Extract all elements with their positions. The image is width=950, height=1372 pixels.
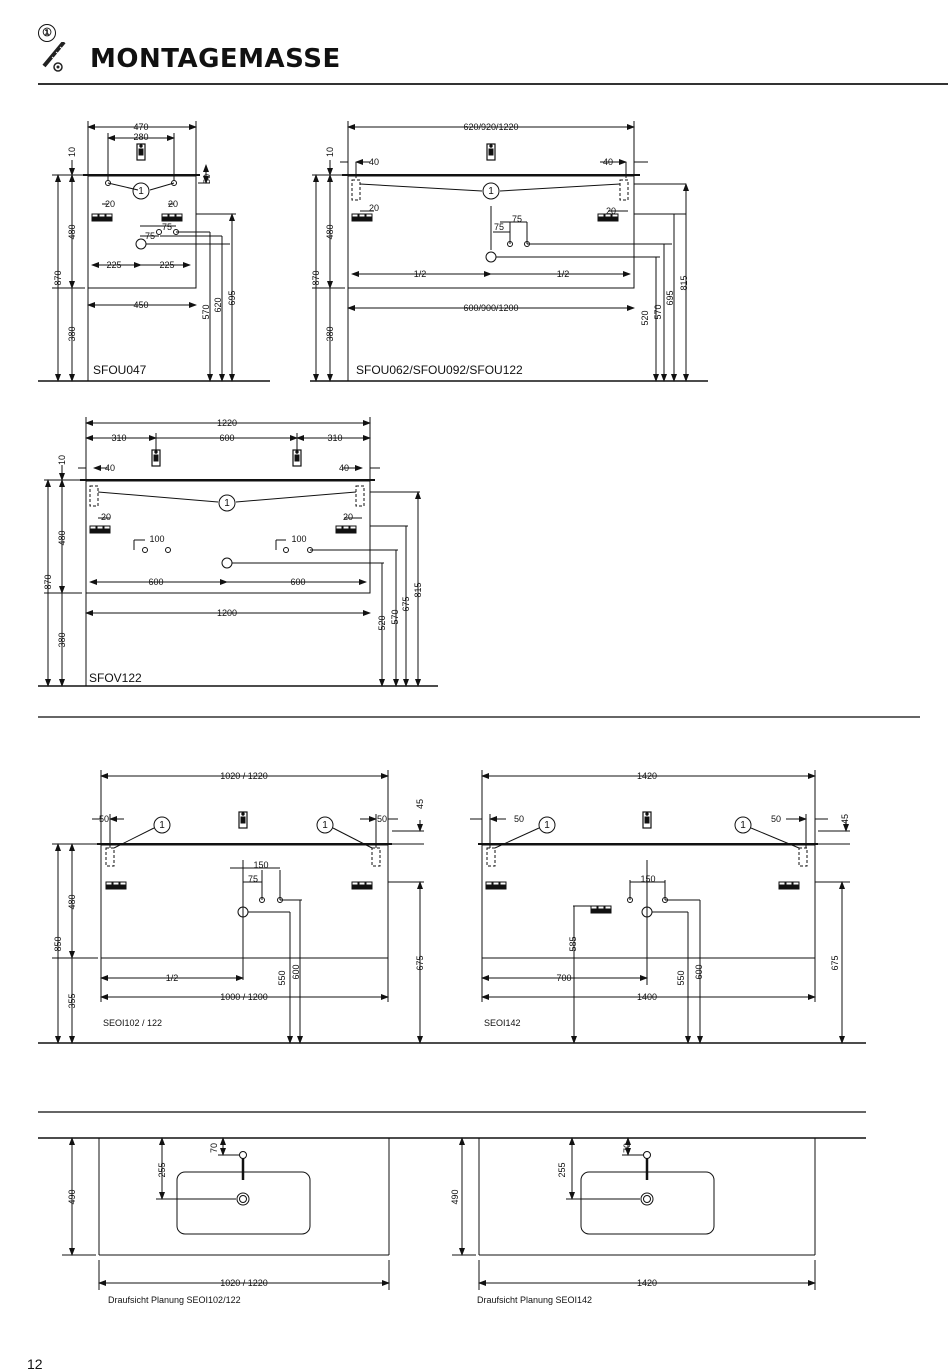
dim-text: 1000 / 1200 [220, 992, 268, 1002]
dim-text: 40 [104, 463, 116, 473]
dim-text: 40 [368, 157, 380, 167]
dim-text: 480 [57, 530, 67, 546]
callout-number: 1 [544, 820, 550, 831]
dim-text: 550 [676, 970, 686, 986]
dim-text: 675 [401, 596, 411, 612]
dim-text: 20 [100, 512, 112, 522]
dim-text: 815 [679, 275, 689, 291]
dim-text: 520 [640, 310, 650, 326]
dim-text: 310 [327, 433, 343, 443]
callout-number: 1 [488, 186, 494, 197]
dim-text: 50 [98, 814, 110, 824]
dim-text: 70 [622, 1142, 632, 1154]
dim-text: 870 [43, 574, 53, 590]
dim-text: 150 [640, 874, 656, 884]
dim-text: 1420 [636, 1278, 658, 1288]
dim-text: 280 [133, 132, 149, 142]
dim-text: 40 [602, 157, 614, 167]
dim-text: 20 [605, 206, 617, 216]
drawing-seoi142 [470, 770, 850, 1043]
dim-text: 10 [67, 146, 77, 158]
dim-text: 600 [291, 964, 301, 980]
model-label-seoi102: SEOI102 / 122 [103, 1018, 163, 1028]
dim-text: 20 [368, 203, 380, 213]
dim-text: 310 [111, 433, 127, 443]
drawing-sfov122 [38, 417, 438, 686]
dim-text: 480 [67, 224, 77, 240]
dim-text: 1/2 [413, 269, 427, 279]
callout-number: 1 [138, 186, 144, 197]
dim-text: 1420 [636, 771, 658, 781]
dim-text: 1400 [636, 992, 658, 1002]
dim-text: 1/2 [165, 973, 179, 983]
dim-text: 695 [665, 290, 675, 306]
dim-text: 480 [325, 224, 335, 240]
dim-text: 870 [53, 270, 63, 286]
dim-text: 10 [325, 146, 335, 158]
dim-text: 45 [415, 798, 425, 810]
callout-number: 1 [322, 820, 328, 831]
dim-text: 40 [338, 463, 350, 473]
dim-text: 45 [840, 813, 850, 825]
page-number: 12 [27, 1356, 43, 1372]
dim-text: 225 [106, 260, 122, 270]
dim-text: 490 [67, 1189, 77, 1205]
dim-text: 380 [67, 326, 77, 342]
dim-text: 1220 [216, 418, 238, 428]
dim-text: 600 [694, 964, 704, 980]
drawing-seoi102 [38, 770, 866, 1043]
dim-text: 255 [557, 1162, 567, 1178]
dim-text: 550 [277, 970, 287, 986]
dim-text: 520 [377, 615, 387, 631]
dim-text: 620 [213, 297, 223, 313]
plan-label-seoi102: Draufsicht Planung SEOI102/122 [108, 1295, 241, 1305]
dim-text: 585 [568, 936, 578, 952]
model-label-seoi142: SEOI142 [484, 1018, 521, 1028]
dim-text: 815 [413, 582, 423, 598]
dim-text: 255 [157, 1162, 167, 1178]
dim-text: 675 [415, 955, 425, 971]
dim-text: 10 [57, 454, 67, 466]
dim-text: 675 [830, 955, 840, 971]
model-label-sfov122: SFOV122 [89, 671, 142, 685]
dim-text: 50 [202, 173, 212, 185]
dim-text: 1200 [216, 608, 238, 618]
dim-text: 75 [511, 214, 523, 224]
plan-label-seoi142: Draufsicht Planung SEOI142 [477, 1295, 593, 1305]
dim-text: 75 [161, 222, 173, 232]
dim-text: 695 [227, 290, 237, 306]
callout-number: 1 [224, 498, 230, 509]
dim-text: 870 [311, 270, 321, 286]
dim-text: 225 [159, 260, 175, 270]
dim-text: 620/920/1220 [463, 122, 519, 132]
callout-number: 1 [740, 820, 746, 831]
dim-text: 570 [653, 304, 663, 320]
plan-view-seoi142 [452, 1138, 815, 1290]
dim-text: 380 [57, 632, 67, 648]
dim-text: 850 [53, 936, 63, 952]
dim-text: 380 [325, 326, 335, 342]
dim-text: 570 [390, 609, 400, 625]
dim-text: 480 [67, 894, 77, 910]
dim-text: 75 [247, 874, 259, 884]
dim-text: 50 [513, 814, 525, 824]
dim-text: 470 [133, 122, 149, 132]
dim-text: 75 [144, 231, 156, 241]
dim-text: 1020 / 1220 [220, 1278, 268, 1288]
dim-text: 70 [209, 1142, 219, 1154]
model-label-sfou062: SFOU062/SFOU092/SFOU122 [356, 363, 523, 377]
callout-number: 1 [159, 820, 165, 831]
dim-text: 100 [291, 534, 307, 544]
dim-text: 75 [493, 222, 505, 232]
dim-text: 490 [450, 1189, 460, 1205]
dim-text: 20 [104, 199, 116, 209]
page-title: MONTAGEMASSE [90, 44, 341, 74]
dim-text: 570 [201, 304, 211, 320]
dim-text: 700 [556, 973, 572, 983]
dim-text: 600 [290, 577, 306, 587]
dim-text: 600/900/1200 [463, 303, 519, 313]
dim-text: 50 [770, 814, 782, 824]
dim-text: 1020 / 1220 [220, 771, 268, 781]
dim-text: 600 [219, 433, 235, 443]
dim-text: 355 [67, 993, 77, 1009]
dim-text: 450 [133, 300, 149, 310]
dim-text: 150 [253, 860, 269, 870]
dim-text: 100 [149, 534, 165, 544]
dim-text: 1/2 [556, 269, 570, 279]
dim-text: 20 [342, 512, 354, 522]
dim-text: 50 [376, 814, 388, 824]
model-label-sfou047: SFOU047 [93, 363, 147, 377]
dim-text: 600 [148, 577, 164, 587]
dim-text: 20 [167, 199, 179, 209]
plan-view-seoi102 [38, 1138, 866, 1290]
step-number-badge: ① [38, 24, 56, 42]
